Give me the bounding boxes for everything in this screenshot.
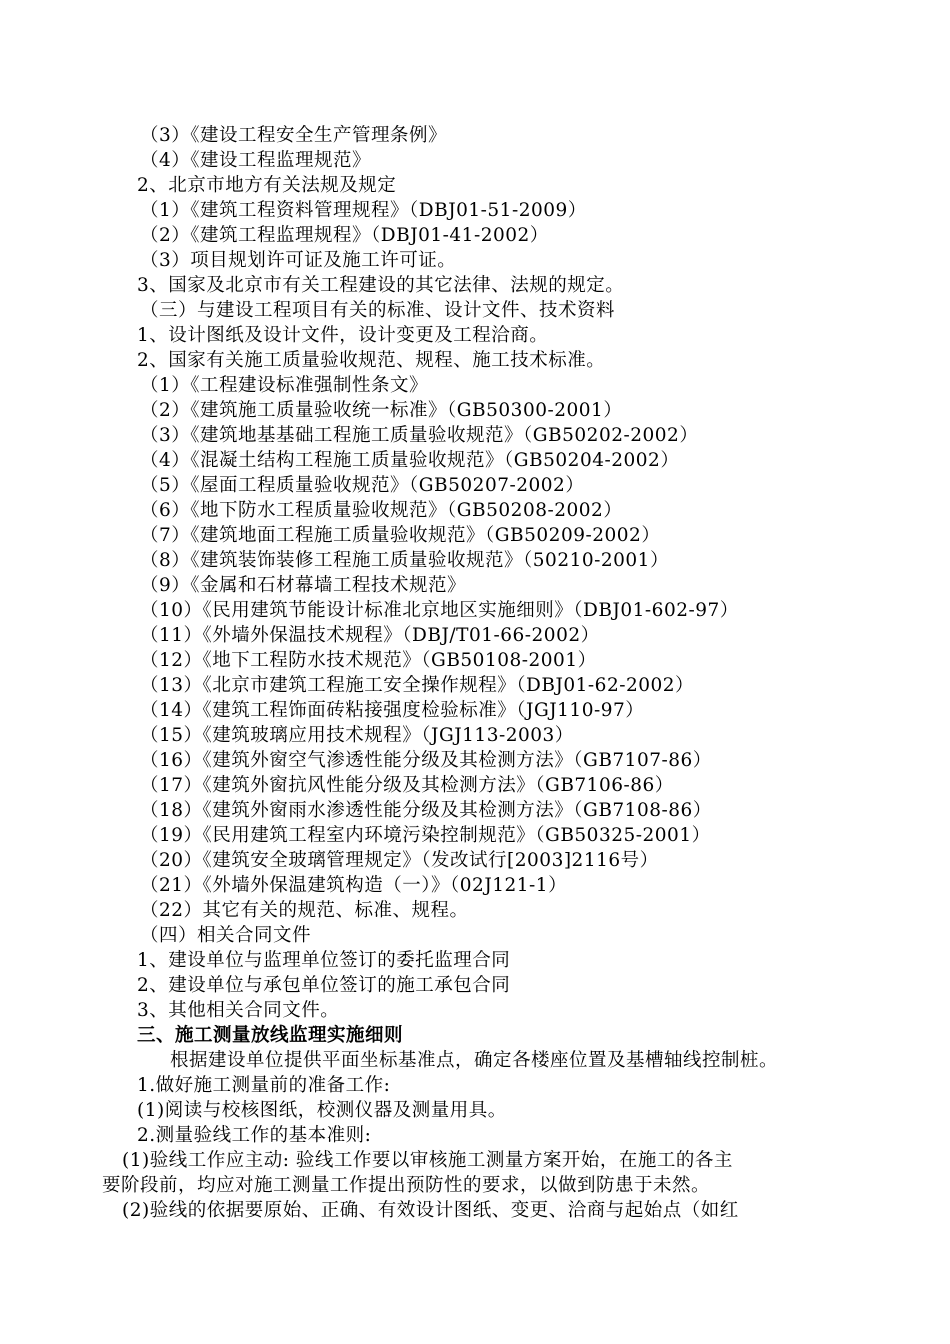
text-line: （8）《建筑装饰装修工程施工质量验收规范》（50210-2001） bbox=[140, 550, 669, 571]
text-line: (1)验线工作应主动: 验线工作要以审核施工测量方案开始，在施工的各主 bbox=[122, 1150, 733, 1171]
text-line: 3、其他相关合同文件。 bbox=[137, 1000, 340, 1021]
text-line: 2、国家有关施工质量验收规范、规程、施工技术标准。 bbox=[137, 350, 606, 371]
text-line: （19）《民用建筑工程室内环境污染控制规范》（GB50325-2001） bbox=[140, 825, 711, 846]
text-line: （4）《混凝土结构工程施工质量验收规范》（GB50204-2002） bbox=[140, 450, 680, 471]
text-line: （12）《地下工程防水技术规范》（GB50108-2001） bbox=[140, 650, 597, 671]
text-line: （1）《工程建设标准强制性条文》 bbox=[140, 375, 429, 396]
text-line: （15）《建筑玻璃应用技术规程》（JGJ113-2003） bbox=[140, 725, 574, 746]
text-line: 2、北京市地方有关法规及规定 bbox=[137, 175, 397, 196]
text-line: (2)验线的依据要原始、正确、有效设计图纸、变更、洽商与起始点（如红 bbox=[122, 1200, 739, 1221]
text-line: 1.做好施工测量前的准备工作: bbox=[137, 1075, 391, 1096]
text-line: （三）与建设工程项目有关的标准、设计文件、技术资料 bbox=[140, 300, 616, 321]
text-line: （3）《建筑地基基础工程施工质量验收规范》（GB50202-2002） bbox=[140, 425, 699, 446]
text-line: （14）《建筑工程饰面砖粘接强度检验标准》（JGJ110-97） bbox=[140, 700, 645, 721]
section-heading: 三、施工测量放线监理实施细则 bbox=[137, 1025, 404, 1046]
text-line: （16）《建筑外窗空气渗透性能分级及其检测方法》（GB7107-86） bbox=[140, 750, 712, 771]
text-line: （4）《建设工程监理规范》 bbox=[140, 150, 372, 171]
text-line: （20）《建筑安全玻璃管理规定》（发改试行[2003]2116号） bbox=[140, 850, 659, 871]
text-line: （17）《建筑外窗抗风性能分级及其检测方法》（GB7106-86） bbox=[140, 775, 674, 796]
text-line: （四）相关合同文件 bbox=[140, 925, 312, 946]
text-line: 3、国家及北京市有关工程建设的其它法律、法规的规定。 bbox=[137, 275, 625, 296]
text-line: （21）《外墙外保温建筑构造（一）》（02J121-1） bbox=[140, 875, 568, 896]
text-line: （3）《建设工程安全生产管理条例》 bbox=[140, 125, 448, 146]
text-line: 2、建设单位与承包单位签订的施工承包合同 bbox=[137, 975, 511, 996]
text-line: （3）项目规划许可证及施工许可证。 bbox=[140, 250, 457, 271]
text-line: 根据建设单位提供平面坐标基准点，确定各楼座位置及基槽轴线控制桩。 bbox=[170, 1050, 779, 1071]
text-line: （10）《民用建筑节能设计标准北京地区实施细则》（DBJ01-602-97） bbox=[140, 600, 739, 621]
text-line: （6）《地下防水工程质量验收规范》（GB50208-2002） bbox=[140, 500, 623, 521]
text-line: （13）《北京市建筑工程施工安全操作规程》（DBJ01-62-2002） bbox=[140, 675, 695, 696]
text-line: （18）《建筑外窗雨水渗透性能分级及其检测方法》（GB7108-86） bbox=[140, 800, 712, 821]
text-line: 1、建设单位与监理单位签订的委托监理合同 bbox=[137, 950, 511, 971]
text-line: （1）《建筑工程资料管理规程》（DBJ01-51-2009） bbox=[140, 200, 587, 221]
text-line: （5）《屋面工程质量验收规范》（GB50207-2002） bbox=[140, 475, 585, 496]
text-line: （9）《金属和石材幕墙工程技术规范》 bbox=[140, 575, 467, 596]
text-line: （22）其它有关的规范、标准、规程。 bbox=[140, 900, 469, 921]
text-line: （2）《建筑施工质量验收统一标准》（GB50300-2001） bbox=[140, 400, 623, 421]
text-line: （7）《建筑地面工程施工质量验收规范》（GB50209-2002） bbox=[140, 525, 661, 546]
text-line: （2）《建筑工程监理规程》（DBJ01-41-2002） bbox=[140, 225, 549, 246]
text-line: 2.测量验线工作的基本准则: bbox=[137, 1125, 372, 1146]
text-line: （11）《外墙外保温技术规程》（DBJ/T01-66-2002） bbox=[140, 625, 600, 646]
text-line: 要阶段前，均应对施工测量工作提出预防性的要求，以做到防患于未然。 bbox=[102, 1175, 711, 1196]
text-line: 1、设计图纸及设计文件，设计变更及工程洽商。 bbox=[137, 325, 549, 346]
text-line: (1)阅读与校核图纸，校测仪器及测量用具。 bbox=[137, 1100, 507, 1121]
